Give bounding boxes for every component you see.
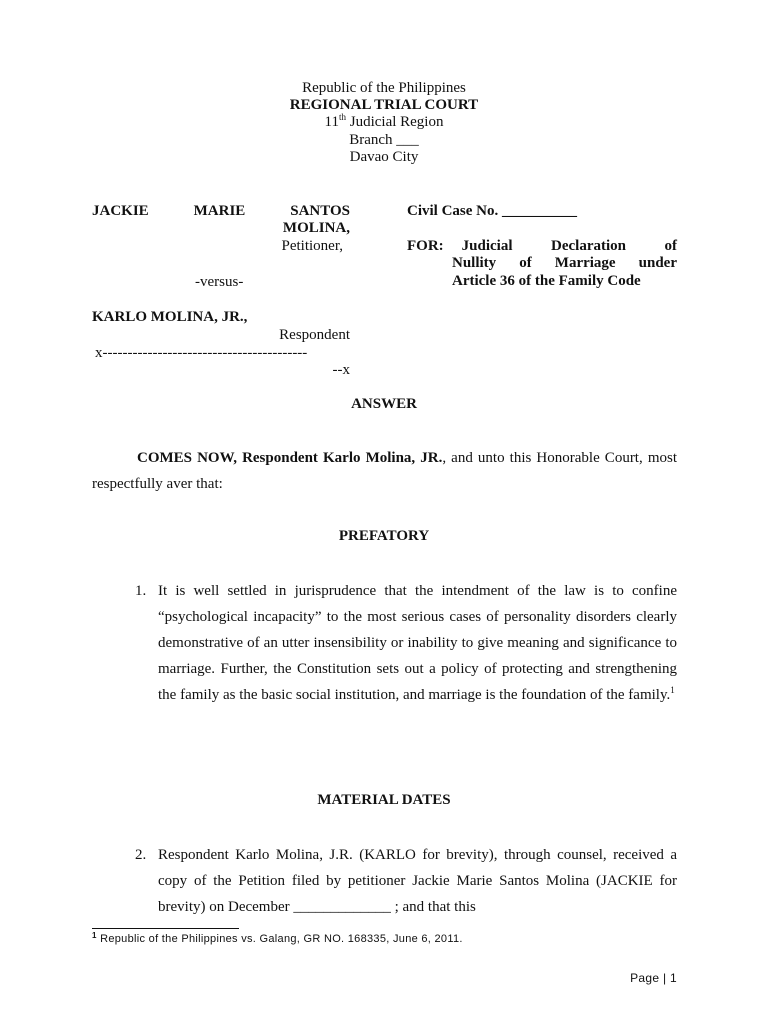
footnote-reference: 1 (670, 685, 675, 695)
footnote: $^1$ Republic of the Philippines vs. Galang, GR NO. 168335, June 6, 2011. (92, 931, 463, 945)
footnote-divider (92, 928, 239, 929)
case-nature-line1: FOR: Judicial Declaration of (407, 238, 677, 254)
case-nature-line2: Nullity of Marriage under (452, 255, 677, 271)
header-court: REGIONAL TRIAL COURT (289, 97, 479, 113)
petitioner-name-line2: MOLINA, (282, 220, 350, 236)
header-region: 11th Judicial Region (324, 112, 444, 130)
caption-separator: x----------------------------------------- (95, 345, 308, 361)
intro-paragraph: COMES NOW, Respondent Karlo Molina, JR., and unto this Honorable Court, most respectfully aver that: (92, 450, 677, 492)
header-branch: Branch ___ (349, 132, 419, 148)
page-number: Page | 1 (630, 971, 677, 985)
section-material-dates: MATERIAL DATES (317, 792, 451, 808)
document-title: ANSWER (351, 396, 417, 412)
civil-case-number: Civil Case No. __________ (407, 203, 577, 219)
header-republic: Republic of the Philippines (302, 80, 466, 96)
paragraph-2: Respondent Karlo Molina, J.R. (KARLO for brevity), through counsel, received a copy of the Petition filed by petitioner Jackie Marie Santos Molina (JACKIE for brevity) on December _____________ ; and that this (158, 847, 677, 915)
section-prefatory: PREFATORY (338, 528, 430, 544)
respondent-role: Respondent (279, 327, 350, 343)
petitioner-name: JACKIE MARIE SANTOS (92, 203, 350, 219)
respondent-name: KARLO MOLINA, JR., (92, 309, 248, 325)
header-city: Davao City (349, 149, 419, 165)
paragraph-1: It is well settled in jurisprudence that the intendment of the law is to confine “psychological incapacity” to the most serious cases of personality disorders clearly demonstrative of an utter insensibility or inability to give meaning and significance to marriage. Further, the Constitution sets out a policy of protecting and strengthening the family as the basic social institution, and marriage is the foundation of the family.$^1$ (158, 583, 677, 703)
case-nature-line3: Article 36 of the Family Code (452, 273, 641, 289)
caption-separator-end: --x (332, 362, 350, 378)
paragraph-2-number: 2. (135, 847, 147, 863)
versus: -versus- (195, 274, 244, 290)
paragraph-1-number: 1. (135, 583, 147, 599)
petitioner-role: Petitioner, (281, 238, 343, 254)
